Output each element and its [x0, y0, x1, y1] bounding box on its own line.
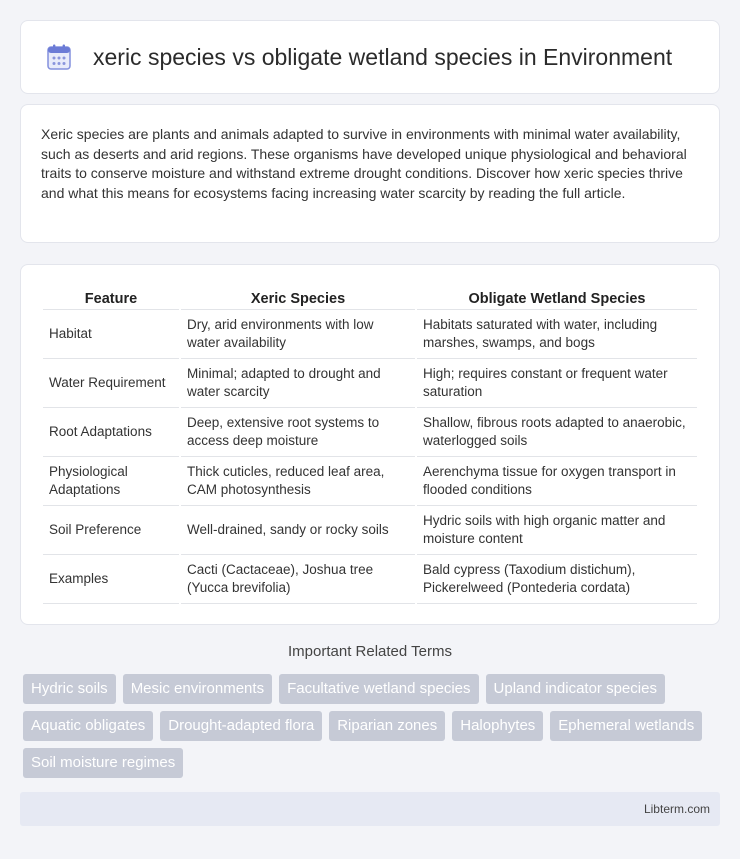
footer — [20, 792, 720, 826]
related-term-tag[interactable]: Drought-adapted flora — [160, 711, 322, 741]
related-term-tag[interactable]: Halophytes — [452, 711, 543, 741]
cell-feature: Soil Preference — [43, 506, 179, 555]
cell-xeric: Dry, arid environments with low water availability — [181, 310, 415, 359]
cell-wetland: High; requires constant or frequent water saturation — [417, 359, 697, 408]
related-term-tag[interactable]: Hydric soils — [23, 674, 116, 704]
cell-wetland: Bald cypress (Taxodium distichum), Pickerelweed (Pontederia cordata) — [417, 555, 697, 604]
cell-wetland: Habitats saturated with water, including marshes, swamps, and bogs — [417, 310, 697, 359]
table-row — [43, 310, 697, 359]
related-terms-section — [20, 643, 720, 778]
comparison-table — [41, 285, 699, 604]
cell-xeric: Well-drained, sandy or rocky soils — [181, 506, 415, 555]
cell-feature: Water Requirement — [43, 359, 179, 408]
title-card — [20, 20, 720, 94]
footer-brand[interactable]: Libterm.com — [643, 802, 710, 816]
related-term-tag[interactable]: Riparian zones — [329, 711, 445, 741]
header-wetland: Obligate Wetland Species — [417, 285, 697, 310]
cell-feature: Examples — [43, 555, 179, 604]
related-term-tag[interactable]: Upland indicator species — [486, 674, 665, 704]
related-term-tag[interactable]: Aquatic obligates — [23, 711, 153, 741]
cell-wetland: Hydric soils with high organic matter and moisture content — [417, 506, 697, 555]
related-terms-title: Important Related Terms — [288, 643, 452, 660]
related-term-tag[interactable]: Ephemeral wetlands — [550, 711, 702, 741]
related-term-tag[interactable]: Mesic environments — [123, 674, 272, 704]
related-term-tag[interactable]: Soil moisture regimes — [23, 748, 183, 778]
page-title: xeric species vs obligate wetland species in Environment — [93, 43, 673, 70]
cell-xeric: Minimal; adapted to drought and water scarcity — [181, 359, 415, 408]
cell-xeric: Cacti (Cactaceae), Joshua tree (Yucca brevifolia) — [181, 555, 415, 604]
cell-feature: Root Adaptations — [43, 408, 179, 457]
table-row — [43, 457, 697, 506]
calendar-icon — [45, 43, 73, 71]
table-header-row — [43, 285, 697, 310]
related-terms-list — [20, 674, 720, 778]
intro-paragraph: Xeric species are plants and animals adapted to survive in environments with minimal water availability, such as deserts and arid regions. These organisms have developed unique physiological and behavioral traits to conserve moisture and withstand extreme drought conditions. Discover how xeric species thrive and what this means for ecosystems facing increasing water scarcity by reading the full article. — [41, 126, 687, 201]
related-term-tag[interactable]: Facultative wetland species — [279, 674, 478, 704]
comparison-card — [20, 264, 720, 625]
cell-wetland: Aerenchyma tissue for oxygen transport in flooded conditions — [417, 457, 697, 506]
cell-feature: Habitat — [43, 310, 179, 359]
cell-xeric: Deep, extensive root systems to access deep moisture — [181, 408, 415, 457]
intro-card — [20, 104, 720, 243]
cell-wetland: Shallow, fibrous roots adapted to anaerobic, waterlogged soils — [417, 408, 697, 457]
cell-feature: Physiological Adaptations — [43, 457, 179, 506]
table-row — [43, 359, 697, 408]
table-row — [43, 408, 697, 457]
table-row — [43, 555, 697, 604]
cell-xeric: Thick cuticles, reduced leaf area, CAM photosynthesis — [181, 457, 415, 506]
header-xeric: Xeric Species — [181, 285, 415, 310]
table-row — [43, 506, 697, 555]
header-feature: Feature — [43, 285, 179, 310]
